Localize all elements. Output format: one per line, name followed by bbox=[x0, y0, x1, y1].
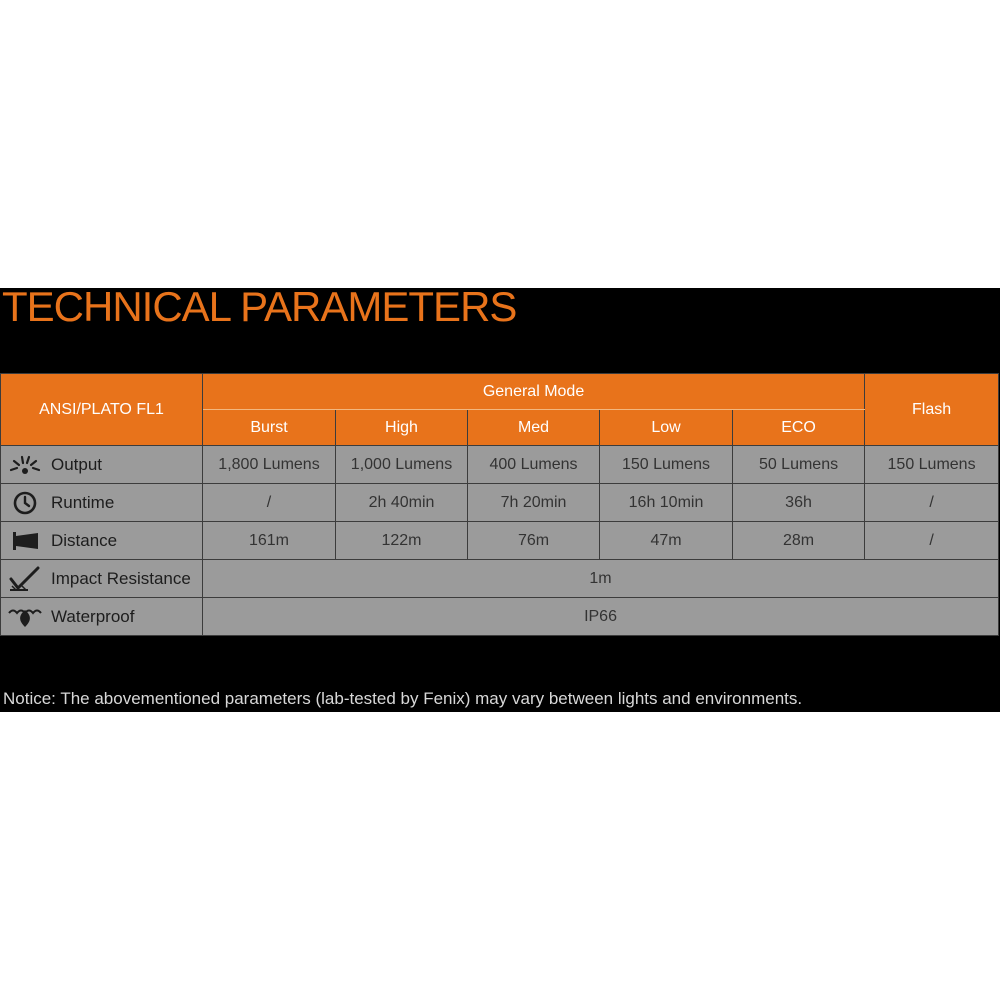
table-row bbox=[1, 484, 999, 522]
header-flash: Flash bbox=[865, 374, 999, 446]
header-ansi: ANSI/PLATO FL1 bbox=[1, 374, 203, 446]
spec-table bbox=[0, 373, 999, 636]
water-drop-icon bbox=[7, 604, 43, 630]
row-label-distance bbox=[1, 522, 203, 560]
header-mode-med: Med bbox=[468, 410, 600, 446]
row-label-waterproof bbox=[1, 598, 203, 636]
row-label-runtime bbox=[1, 484, 203, 522]
cell-output-med: 400 Lumens bbox=[468, 446, 600, 484]
row-label-impact bbox=[1, 560, 203, 598]
cell-waterproof-value: IP66 bbox=[203, 598, 999, 636]
cell-output-burst: 1,800 Lumens bbox=[203, 446, 336, 484]
row-label-output bbox=[1, 446, 203, 484]
row-label-text: Distance bbox=[51, 530, 118, 550]
clock-icon bbox=[7, 490, 43, 516]
table-row bbox=[1, 446, 999, 484]
cell-impact-value: 1m bbox=[203, 560, 999, 598]
row-label-text: Waterproof bbox=[51, 606, 135, 626]
cell-distance-burst: 161m bbox=[203, 522, 336, 560]
header-general-mode: General Mode bbox=[203, 374, 865, 410]
page-title: TECHNICAL PARAMETERS bbox=[2, 283, 517, 330]
row-label-text: Impact Resistance bbox=[51, 568, 191, 588]
cell-runtime-eco: 36h bbox=[733, 484, 865, 522]
header-mode-eco: ECO bbox=[733, 410, 865, 446]
cell-distance-eco: 28m bbox=[733, 522, 865, 560]
cell-runtime-burst: / bbox=[203, 484, 336, 522]
header-mode-high: High bbox=[336, 410, 468, 446]
cell-runtime-high: 2h 40min bbox=[336, 484, 468, 522]
output-rays-icon bbox=[7, 452, 43, 478]
cell-runtime-low: 16h 10min bbox=[600, 484, 733, 522]
cell-runtime-flash: / bbox=[865, 484, 999, 522]
beam-distance-icon bbox=[7, 528, 43, 554]
table-row bbox=[1, 598, 999, 636]
cell-distance-low: 47m bbox=[600, 522, 733, 560]
cell-output-low: 150 Lumens bbox=[600, 446, 733, 484]
header-mode-low: Low bbox=[600, 410, 733, 446]
table-row bbox=[1, 560, 999, 598]
cell-runtime-med: 7h 20min bbox=[468, 484, 600, 522]
header-mode-burst: Burst bbox=[203, 410, 336, 446]
row-label-text: Output bbox=[51, 454, 103, 474]
cell-distance-high: 122m bbox=[336, 522, 468, 560]
cell-output-eco: 50 Lumens bbox=[733, 446, 865, 484]
row-label-text: Runtime bbox=[51, 492, 115, 512]
cell-output-flash: 150 Lumens bbox=[865, 446, 999, 484]
cell-output-high: 1,000 Lumens bbox=[336, 446, 468, 484]
impact-check-icon bbox=[7, 566, 43, 592]
cell-distance-med: 76m bbox=[468, 522, 600, 560]
notice-text: Notice: The abovementioned parameters (lab-tested by Fenix) may vary between lights and environments. bbox=[3, 689, 803, 708]
cell-distance-flash: / bbox=[865, 522, 999, 560]
table-row bbox=[1, 522, 999, 560]
